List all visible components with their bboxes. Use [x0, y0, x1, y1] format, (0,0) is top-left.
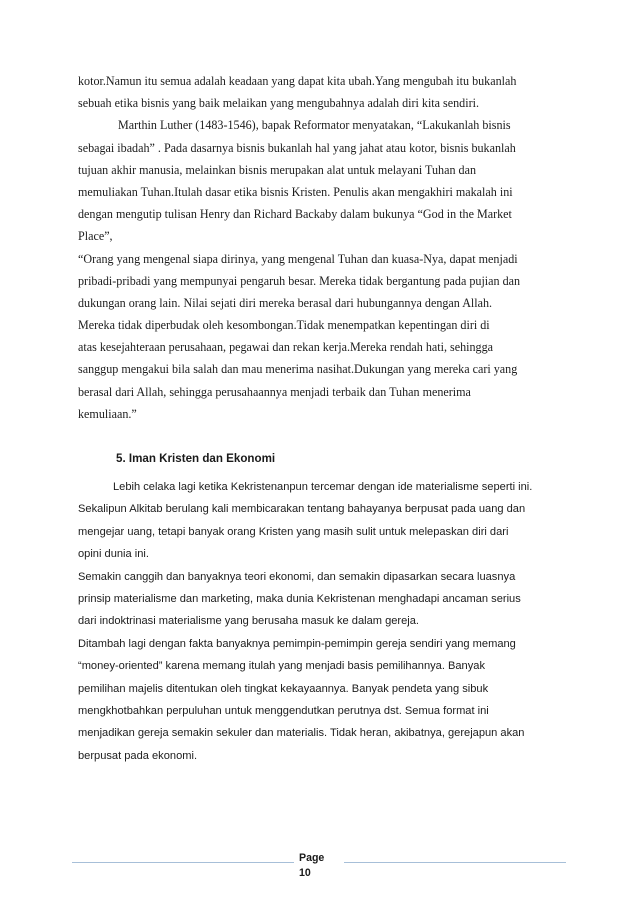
text-line: kotor.Namun itu semua adalah keadaan yang dapat kita ubah.Yang mengubah itu bukanlah: [78, 74, 517, 88]
text-line: mengejar uang, tetapi banyak orang Kristen yang masih sulit untuk melepaskan diri dari: [78, 525, 509, 538]
text-line: pemilihan majelis ditentukan oleh tingkat kekayaannya. Banyak pendeta yang sibuk: [78, 682, 489, 695]
body-text-serif: [78, 70, 563, 425]
page-number: [299, 851, 339, 881]
quote-line: sanggup mengakui bila salah dan mau menerima nasihat.Dukungan yang mereka cari yang: [78, 362, 518, 377]
text-line: Place”,: [78, 229, 113, 244]
quote-line: “Orang yang mengenal siapa dirinya, yang mengenal Tuhan dan kuasa-Nya, dapat menjadi: [78, 251, 518, 266]
footer-divider-right: [344, 862, 566, 863]
footer-divider-left: [72, 862, 294, 863]
text-line: dengan mengutip tulisan Henry dan Richard Backaby dalam bukunya “God in the Market: [78, 207, 512, 222]
text-line: mengkhotbahkan perpuluhan untuk menggendutkan perutnya dst. Semua format ini: [78, 704, 489, 717]
text-line: opini dunia ini.: [78, 548, 149, 561]
text-line: sebuah etika bisnis yang baik melaikan yang mengubahnya adalah diri kita sendiri.: [78, 96, 479, 111]
text-line: dari indoktrinasi materialisme yang berusaha masuk ke dalam gereja.: [78, 615, 419, 628]
section-heading: 5. Iman Kristen dan Ekonomi: [116, 452, 276, 465]
text-line: “money-oriented” karena memang itulah yang menjadi basis pemilihannya. Banyak: [78, 660, 485, 673]
text-line: Semakin canggih dan banyaknya teori ekonomi, dan semakin dipasarkan secara luasnya: [78, 570, 516, 583]
quote-line: Mereka tidak diperbudak oleh kesombongan.Tidak menempatkan kepentingan diri di: [78, 318, 490, 333]
text-line: tujuan akhir manusia, melainkan bisnis merupakan alat untuk melayani Tuhan dan: [78, 162, 477, 177]
text-line: sebagai ibadah” . Pada dasarnya bisnis bukanlah hal yang jahat atau kotor, bisnis bukanlah: [78, 140, 516, 155]
body-text-sans: [78, 476, 568, 767]
text-line: berpusat pada ekonomi.: [78, 749, 198, 762]
quote-line: pribadi-pribadi yang mempunyai pengaruh besar. Mereka tidak bergantung pada pujian dan: [78, 273, 521, 288]
quote-line: dukungan orang lain. Nilai sejati diri mereka berasal dari hubungannya dengan Allah.: [78, 295, 493, 310]
text-line: Sekalipun Alkitab berulang kali membicarakan tentang bahayanya berpusat pada uang dan: [78, 503, 526, 516]
text-line: menjadikan gereja semakin sekuler dan materialis. Tidak heran, akibatnya, gerejapun akan: [78, 727, 525, 740]
page-number-value: 10: [299, 867, 311, 879]
text-line: Lebih celaka lagi ketika Kekristenanpun tercemar dengan ide materialisme seperti ini.: [113, 481, 533, 493]
quote-line: atas kesejahteraan perusahaan, pegawai dan rekan kerja.Mereka rendah hati, sehingga: [78, 340, 494, 355]
text-line: prinsip materialisme dan marketing, maka dunia Kekristenan menghadapi ancaman serius: [78, 592, 521, 605]
quote-line: berasal dari Allah, sehingga perusahaannya menjadi terbaik dan Tuhan menerima: [78, 384, 471, 399]
text-line: Ditambah lagi dengan fakta banyaknya pemimpin-pemimpin gereja sendiri yang memang: [78, 637, 516, 650]
text-line: Marthin Luther (1483-1546), bapak Reformator menyatakan, “Lakukanlah bisnis: [118, 118, 511, 133]
text-line: memuliakan Tuhan.Itulah dasar etika bisnis Kristen. Penulis akan mengakhiri makalah ini: [78, 184, 513, 199]
quote-line: kemuliaan.”: [78, 406, 137, 421]
page-label-text: Page: [299, 852, 325, 864]
